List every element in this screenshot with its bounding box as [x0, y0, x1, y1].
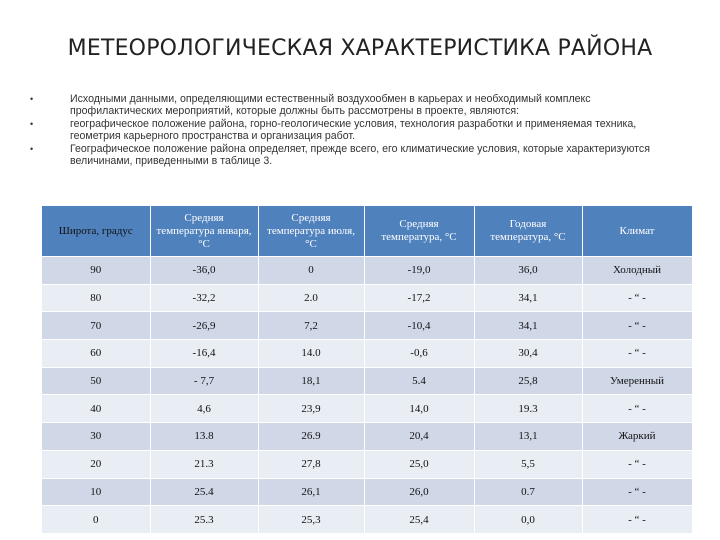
header-climate: Климат	[582, 206, 692, 257]
table-row	[42, 450, 692, 478]
cell-climate: - “ -	[582, 506, 692, 533]
cell-annual-temp: 34,1	[474, 312, 582, 340]
cell-annual-temp: 0.7	[474, 478, 582, 506]
cell-january-temp: -36,0	[150, 257, 258, 285]
cell-mean-temp: -17,2	[364, 284, 474, 312]
cell-annual-temp: 19.3	[474, 395, 582, 423]
cell-mean-temp: 20,4	[364, 423, 474, 451]
bullet-dot-icon: •	[30, 144, 34, 155]
cell-climate: Холодный	[582, 257, 692, 285]
cell-july-temp: 26,1	[258, 478, 364, 506]
cell-mean-temp: -19,0	[364, 257, 474, 285]
cell-annual-temp: 36,0	[474, 257, 582, 285]
cell-annual-temp: 25,8	[474, 367, 582, 395]
cell-january-temp: 13.8	[150, 423, 258, 451]
cell-mean-temp: -10,4	[364, 312, 474, 340]
bullet-dot-icon: •	[30, 119, 34, 130]
cell-annual-temp: 5,5	[474, 450, 582, 478]
cell-climate: - “ -	[582, 478, 692, 506]
bullet-text: Исходными данными, определяющими естественный воздухообмен в карьерах и необходимый комплекс профилактических мероприятий, которые должны быть рассмотрены в проекте, являются:	[70, 93, 591, 117]
cell-july-temp: 14.0	[258, 340, 364, 368]
cell-july-temp: 2.0	[258, 284, 364, 312]
cell-january-temp: -32,2	[150, 284, 258, 312]
cell-july-temp: 7,2	[258, 312, 364, 340]
table-header-row	[42, 206, 692, 257]
cell-mean-temp: 25,0	[364, 450, 474, 478]
table-row	[42, 367, 692, 395]
bullet-dot-icon: •	[30, 94, 34, 104]
table-row	[42, 312, 692, 340]
cell-july-temp: 0	[258, 257, 364, 285]
cell-annual-temp: 30,4	[474, 340, 582, 368]
cell-latitude: 20	[42, 450, 150, 478]
header-annual-temp: Годовая температура, °С	[474, 206, 582, 257]
cell-january-temp: 4,6	[150, 395, 258, 423]
cell-climate: - “ -	[582, 284, 692, 312]
bullet-list	[30, 94, 680, 170]
cell-july-temp: 26.9	[258, 423, 364, 451]
cell-latitude: 70	[42, 312, 150, 340]
cell-latitude: 10	[42, 478, 150, 506]
cell-climate: - “ -	[582, 312, 692, 340]
cell-annual-temp: 34,1	[474, 284, 582, 312]
cell-mean-temp: -0,6	[364, 340, 474, 368]
header-mean-temp: Средняя температура, °С	[364, 206, 474, 257]
header-latitude: Широта, градус	[42, 206, 150, 257]
cell-annual-temp: 0,0	[474, 506, 582, 533]
bullet-text: географическое положение района, горно-геологические условия, технология разработки и применяемая техника, геометрия карьерного пространства и организация работ.	[70, 118, 637, 142]
bullet-item	[30, 144, 680, 167]
header-january-temp: Средняя температура января, °С	[150, 206, 258, 257]
table-row	[42, 478, 692, 506]
cell-latitude: 80	[42, 284, 150, 312]
bullet-text: Географическое положение района определяет, прежде всего, его климатические условия, которые характеризуются величинами, приведенными в таблице 3.	[70, 143, 650, 167]
cell-july-temp: 25,3	[258, 506, 364, 533]
cell-latitude: 30	[42, 423, 150, 451]
slide-title: МЕТЕОРОЛОГИЧЕСКАЯ ХАРАКТЕРИСТИКА РАЙОНА	[67, 36, 653, 61]
table-row	[42, 506, 692, 533]
table-row	[42, 423, 692, 451]
cell-latitude: 90	[42, 257, 150, 285]
table-row	[42, 284, 692, 312]
cell-january-temp: 25.3	[150, 506, 258, 533]
cell-january-temp: 21.3	[150, 450, 258, 478]
cell-latitude: 60	[42, 340, 150, 368]
cell-mean-temp: 25,4	[364, 506, 474, 533]
cell-latitude: 40	[42, 395, 150, 423]
cell-latitude: 50	[42, 367, 150, 395]
header-july-temp: Средняя температура июля, °С	[258, 206, 364, 257]
cell-january-temp: 25.4	[150, 478, 258, 506]
cell-mean-temp: 5.4	[364, 367, 474, 395]
cell-climate: - “ -	[582, 450, 692, 478]
cell-climate: - “ -	[582, 395, 692, 423]
cell-july-temp: 18,1	[258, 367, 364, 395]
cell-january-temp: -16,4	[150, 340, 258, 368]
table-row	[42, 340, 692, 368]
cell-mean-temp: 26,0	[364, 478, 474, 506]
cell-climate: - “ -	[582, 340, 692, 368]
bullet-item	[30, 119, 680, 142]
cell-climate: Жаркий	[582, 423, 692, 451]
cell-january-temp: - 7,7	[150, 367, 258, 395]
cell-july-temp: 27,8	[258, 450, 364, 478]
climate-table	[42, 206, 693, 533]
bullet-item	[30, 94, 680, 117]
table-row	[42, 257, 692, 285]
cell-climate: Умеренный	[582, 367, 692, 395]
cell-july-temp: 23,9	[258, 395, 364, 423]
cell-annual-temp: 13,1	[474, 423, 582, 451]
table-row	[42, 395, 692, 423]
cell-january-temp: -26,9	[150, 312, 258, 340]
table-body	[42, 257, 692, 533]
cell-latitude: 0	[42, 506, 150, 533]
cell-mean-temp: 14,0	[364, 395, 474, 423]
